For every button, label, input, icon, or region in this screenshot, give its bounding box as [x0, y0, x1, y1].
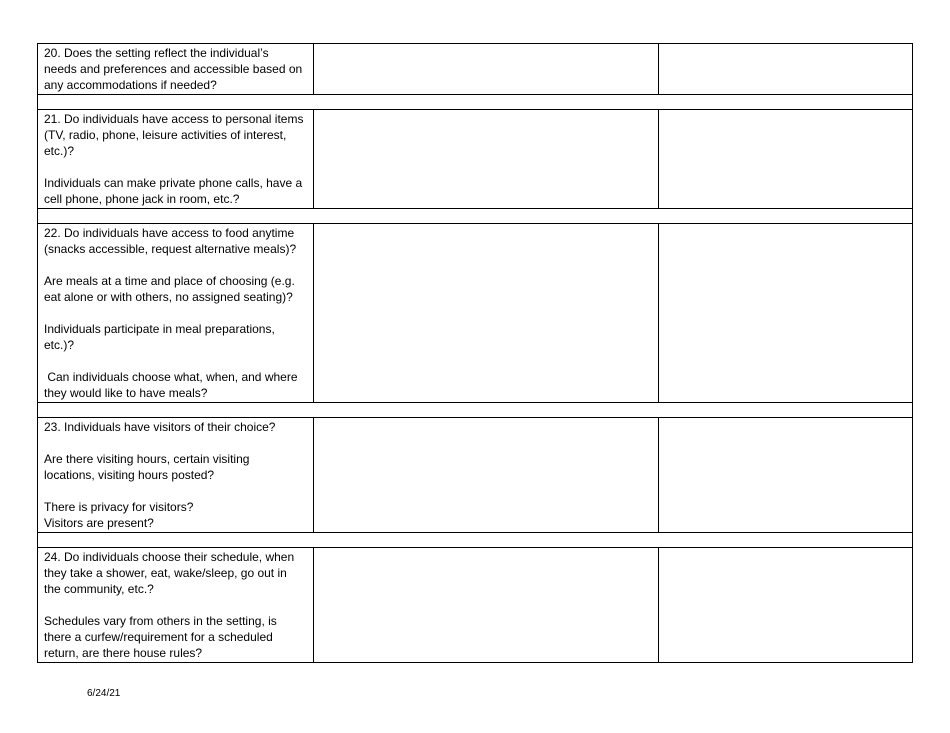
question-text-line: 22. Do individuals have access to food anytime: [44, 226, 295, 240]
spacer-cell: [38, 533, 913, 548]
question-text-line: 21. Do individuals have access to personal items: [44, 112, 304, 126]
response-cell-22[interactable]: [314, 224, 659, 403]
spacer-row: [38, 209, 913, 224]
question-text-line: Are meals at a time and place of choosing (e.g.: [44, 274, 295, 288]
question-text-line: Can individuals choose what, when, and where: [44, 370, 298, 384]
comments-cell-24[interactable]: [659, 548, 913, 663]
question-text-line: there a curfew/requirement for a scheduled: [44, 630, 273, 644]
question-text-line: they take a shower, eat, wake/sleep, go out in: [44, 566, 287, 580]
question-text-line: the community, etc.?: [44, 582, 154, 596]
question-paragraph: [44, 225, 308, 257]
question-text-line: Individuals can make private phone calls, have a: [44, 176, 303, 190]
question-paragraph: [44, 499, 308, 531]
comments-cell-22[interactable]: [659, 224, 913, 403]
question-text-line: Individuals participate in meal preparations,: [44, 322, 275, 336]
question-row-20: [38, 44, 913, 95]
question-text-line: locations, visiting hours posted?: [44, 468, 215, 482]
question-text-line: etc.)?: [44, 338, 75, 352]
question-text-line: 24. Do individuals choose their schedule, when: [44, 550, 295, 564]
question-paragraph: [44, 45, 308, 93]
response-cell-24[interactable]: [314, 548, 659, 663]
footer-date: 6/24/21: [87, 688, 121, 699]
question-row-21: [38, 110, 913, 209]
spacer-row: [38, 403, 913, 418]
question-text-line: 20. Does the setting reflect the individual’s: [44, 46, 269, 60]
spacer-row: [38, 95, 913, 110]
question-row-22: [38, 224, 913, 403]
question-paragraph: [44, 369, 308, 401]
question-text-line: they would like to have meals?: [44, 386, 208, 400]
question-paragraph: [44, 111, 308, 159]
comments-cell-21[interactable]: [659, 110, 913, 209]
question-text-line: eat alone or with others, no assigned seating)?: [44, 290, 293, 304]
question-text-line: needs and preferences and accessible based on: [44, 62, 303, 76]
comments-cell-23[interactable]: [659, 418, 913, 533]
question-text-line: (TV, radio, phone, leisure activities of interest,: [44, 128, 287, 142]
question-paragraph: [44, 175, 308, 207]
question-text-line: return, are there house rules?: [44, 646, 203, 660]
response-cell-20[interactable]: [314, 44, 659, 95]
question-text-line: Schedules vary from others in the setting, is: [44, 614, 277, 628]
question-paragraph: [44, 419, 308, 435]
spacer-row: [38, 533, 913, 548]
question-row-24: [38, 548, 913, 663]
question-paragraph: [44, 451, 308, 483]
question-text-line: There is privacy for visitors?: [44, 500, 194, 514]
question-paragraph: [44, 549, 308, 597]
question-text-line: cell phone, phone jack in room, etc.?: [44, 192, 240, 206]
question-cell-24: [38, 548, 314, 663]
comments-cell-20[interactable]: [659, 44, 913, 95]
question-text-line: etc.)?: [44, 144, 75, 158]
spacer-cell: [38, 403, 913, 418]
question-cell-21: [38, 110, 314, 209]
question-paragraph: [44, 273, 308, 305]
question-paragraph: [44, 613, 308, 661]
question-text-line: Visitors are present?: [44, 516, 154, 530]
spacer-cell: [38, 209, 913, 224]
response-cell-21[interactable]: [314, 110, 659, 209]
spacer-cell: [38, 95, 913, 110]
question-cell-23: [38, 418, 314, 533]
response-cell-23[interactable]: [314, 418, 659, 533]
assessment-table: [37, 43, 913, 663]
table-body: [38, 44, 913, 663]
question-text-line: Are there visiting hours, certain visiting: [44, 452, 250, 466]
question-text-line: 23. Individuals have visitors of their choice?: [44, 420, 276, 434]
question-text-line: any accommodations if needed?: [44, 78, 217, 92]
question-paragraph: [44, 321, 308, 353]
question-cell-20: [38, 44, 314, 95]
question-row-23: [38, 418, 913, 533]
question-text-line: (snacks accessible, request alternative meals)?: [44, 242, 297, 256]
question-cell-22: [38, 224, 314, 403]
